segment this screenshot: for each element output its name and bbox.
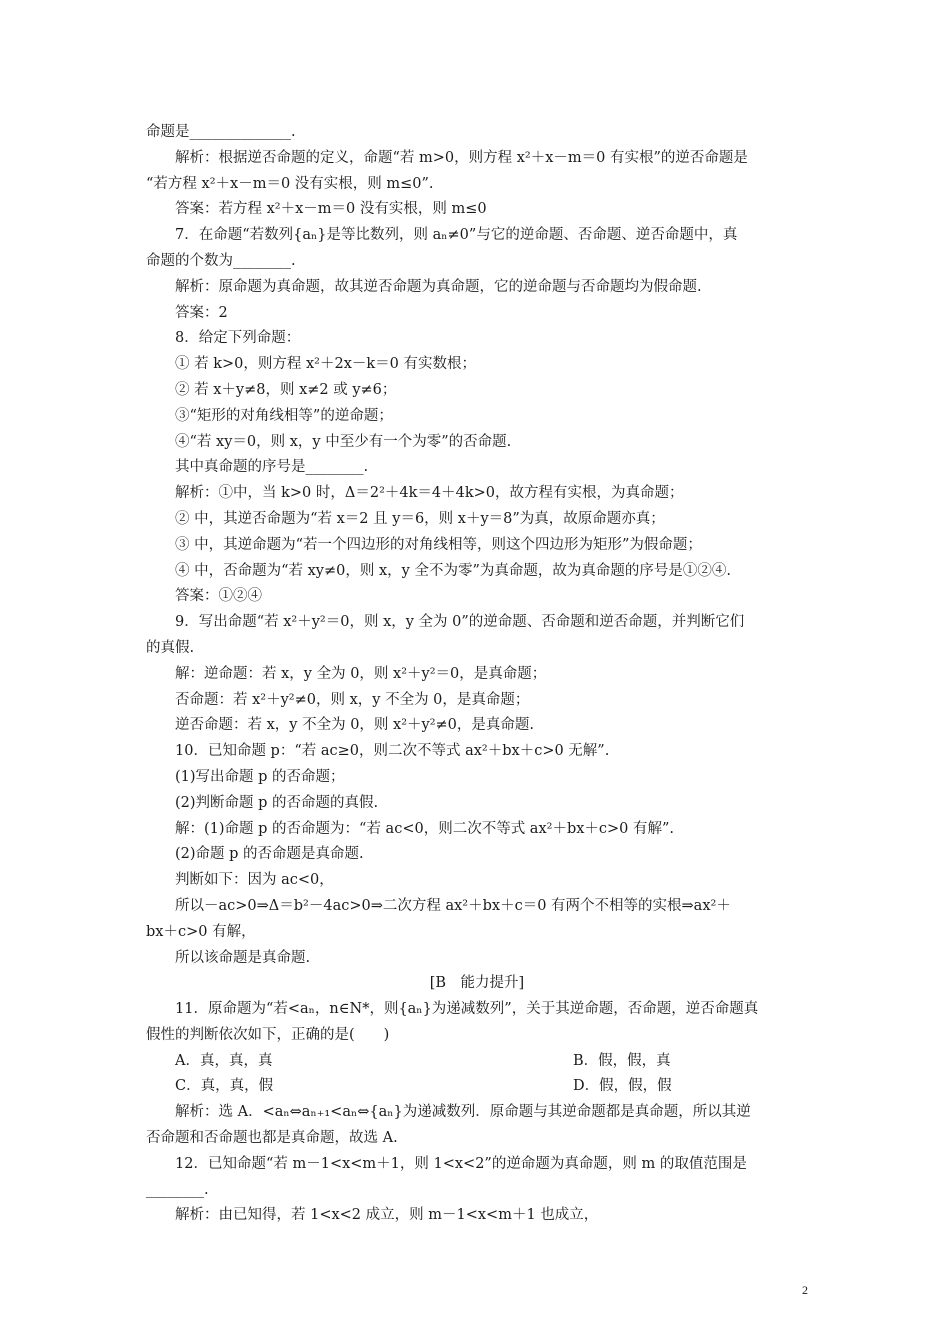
text-line: (2)命题 p 的否命题是真命题. — [175, 846, 364, 863]
text-line: 的真假. — [146, 639, 195, 656]
text-line: 其中真命题的序号是________. — [175, 459, 369, 476]
question-12: 12．已知命题“若 m－1<x<m＋1，则 1<x<2”的逆命题为真命题，则 m 的取值范围是 — [175, 1155, 747, 1172]
text-line: “若方程 x²＋x－m＝0 没有实根，则 m≤0”. — [146, 175, 434, 192]
text-line: (1)写出命题 p 的否命题； — [175, 768, 345, 785]
text-line: bx＋c>0 有解， — [146, 923, 256, 940]
text-line: 否命题和否命题也都是真命题，故选 A. — [146, 1130, 398, 1147]
text-line: ① 若 k>0，则方程 x²＋2x－k＝0 有实数根； — [175, 356, 477, 373]
text-line: 解析：原命题为真命题，故其逆否命题为真命题，它的逆命题与否命题均为假命题. — [175, 278, 702, 295]
option-b: B．假，假，真 — [573, 1052, 671, 1069]
text-line: 逆否命题：若 x，y 不全为 0，则 x²＋y²≠0，是真命题. — [175, 717, 535, 734]
text-line: 否命题：若 x²＋y²≠0，则 x，y 不全为 0，是真命题； — [175, 691, 530, 708]
answer-line: 答案：2 — [175, 304, 228, 321]
text-line: ② 若 x＋y≠8，则 x≠2 或 y≠6； — [175, 381, 397, 398]
question-10: 10．已知命题 p：“若 ac≥0，则二次不等式 ax²＋bx＋c>0 无解”. — [175, 743, 610, 760]
options-row — [146, 1074, 808, 1100]
text-line: 解析：根据逆否命题的定义，命题“若 m>0，则方程 x²＋x－m＝0 有实根”的逆否命题是 — [175, 149, 748, 166]
text-line: 所以－ac>0⇒Δ＝b²－4ac>0⇒二次方程 ax²＋bx＋c＝0 有两个不相等的实根⇒ax²＋ — [175, 897, 731, 914]
page-content — [146, 120, 808, 1229]
text-line: ③“矩形的对角线相等”的逆命题； — [175, 407, 393, 424]
text-line: 假性的判断依次如下，正确的是( ) — [146, 1026, 390, 1043]
answer-line: 答案：若方程 x²＋x－m＝0 没有实根，则 m≤0 — [175, 201, 487, 218]
option-a: A．真，真，真 — [175, 1052, 273, 1069]
text-line: ④ 中，否命题为“若 xy≠0，则 x，y 全不为零”为真命题，故为真命题的序号是①②④. — [175, 562, 731, 579]
option-c: C．真，真，假 — [175, 1078, 274, 1095]
text-line: ________. — [146, 1181, 209, 1198]
text-line: 解：(1)命题 p 的否命题为：“若 ac<0，则二次不等式 ax²＋bx＋c>0 有解”. — [175, 820, 675, 837]
text-line: 解析：①中，当 k>0 时，Δ＝2²＋4k＝4＋4k>0，故方程有实根，为真命题； — [175, 485, 684, 502]
page-number: 2 — [802, 1283, 808, 1297]
text-line: ② 中，其逆否命题为“若 x＝2 且 y＝6，则 x＋y＝8”为真，故原命题亦真； — [175, 510, 665, 527]
answer-line: 答案：①②④ — [175, 588, 262, 605]
question-8: 8．给定下列命题： — [175, 330, 301, 347]
text-line: ④“若 xy＝0，则 x，y 中至少有一个为零”的否命题. — [175, 433, 512, 450]
text-line: ③ 中，其逆命题为“若一个四边形的对角线相等，则这个四边形为矩形”为假命题； — [175, 536, 702, 553]
text-line: 解：逆命题：若 x，y 全为 0，则 x²＋y²＝0，是真命题； — [175, 665, 547, 682]
text-line: (2)判断命题 p 的否命题的真假. — [175, 794, 379, 811]
text-line: 解析：由已知得，若 1<x<2 成立，则 m－1<x<m＋1 也成立， — [175, 1207, 599, 1224]
text-line: 命题是______________. — [146, 124, 296, 140]
question-9: 9．写出命题“若 x²＋y²＝0，则 x，y 全为 0”的逆命题、否命题和逆否命题，并判断它们 — [175, 614, 745, 631]
section-heading: [B 能力提升] — [429, 975, 525, 992]
option-d: D．假，假，假 — [573, 1078, 672, 1095]
options-row — [146, 1049, 808, 1075]
text-line: 命题的个数为________. — [146, 252, 296, 269]
text-line: 判断如下：因为 ac<0， — [175, 872, 334, 889]
text-line: 解析：选 A．<aₙ⇔aₙ₊₁<aₙ⇔{aₙ}为递减数列．原命题与其逆命题都是真命题，所以其逆 — [175, 1104, 751, 1121]
question-11: 11．原命题为“若<aₙ，n∈N*，则{aₙ}为递减数列”，关于其逆命题，否命题，逆否命题真 — [175, 1001, 759, 1018]
question-7: 7．在命题“若数列{aₙ}是等比数列，则 aₙ≠0”与它的逆命题、否命题、逆否命题中，真 — [175, 227, 738, 244]
text-line: 所以该命题是真命题. — [175, 949, 311, 966]
